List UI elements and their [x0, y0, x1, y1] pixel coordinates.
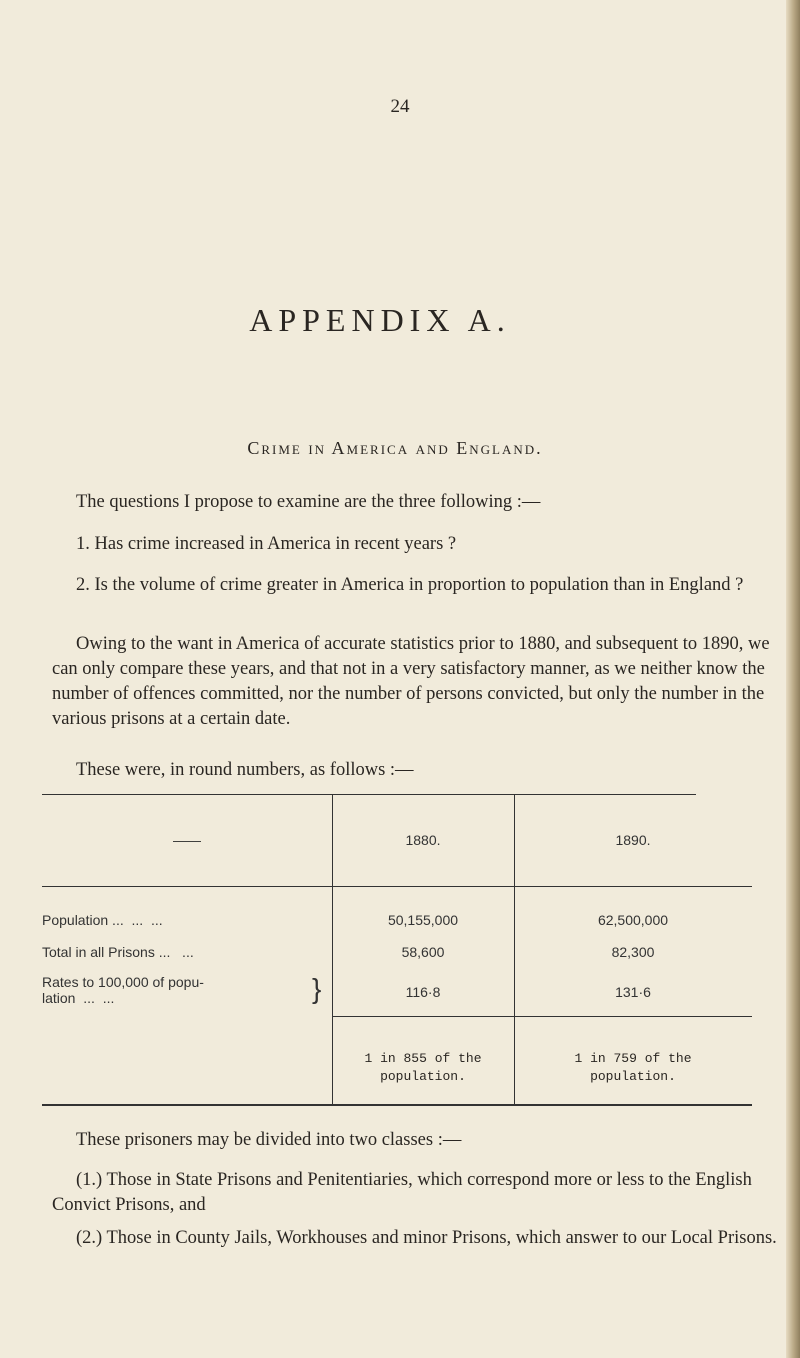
owing-paragraph: Owing to the want in America of accurate statistics prior to 1880, and subsequent to 1890, we can only compare these years, and that not in a very satisfactory manner, as we neither know the number of offences committed, nor the number of persons convicted, but only the number in the various prisons at a certain date. — [52, 634, 770, 729]
table-top-rule — [42, 794, 696, 795]
ratio-rule — [332, 1016, 752, 1017]
classes-intro: These prisoners may be divided into two classes :— — [76, 1130, 462, 1150]
population-1880: 50,155,000 — [387, 912, 459, 928]
questions-intro: The questions I propose to examine are the three following :— — [76, 492, 541, 512]
class-1-text: (1.) Those in State Prisons and Penitentiaries, which correspond more or less to the English Convict Prisons, and — [52, 1170, 752, 1215]
ratio-1880: 1 in 855 of the population. — [364, 1051, 482, 1084]
question-1: 1. Has crime increased in America in recent years ? — [76, 534, 457, 554]
population-1890: 62,500,000 — [597, 912, 669, 928]
column-header-1890: 1890. — [615, 832, 651, 848]
statistics-table — [42, 794, 752, 1106]
row-label-rates-line-1: Rates to 100,000 of popu- — [42, 974, 204, 990]
table-corner-dash: —— — [173, 832, 201, 848]
class-2-text: (2.) Those in County Jails, Workhouses and minor Prisons, which answer to our Local Prisons. — [76, 1228, 777, 1248]
rates-1880: 116·8 — [405, 984, 441, 1000]
section-heading: Crime in America and England. — [247, 438, 543, 458]
row-label-rates-line-2: lation ... ... — [42, 990, 115, 1006]
total-prisons-1890: 82,300 — [611, 944, 655, 960]
row-label-population: Population ... ... ... — [42, 912, 163, 928]
table-bottom-rule — [42, 1104, 752, 1106]
page-number: 24 — [390, 96, 410, 117]
page-title: APPENDIX A. — [249, 302, 511, 338]
rates-1890: 131·6 — [615, 984, 651, 1000]
brace-icon: } — [312, 973, 322, 1004]
question-2: 2. Is the volume of crime greater in America in proportion to population than in England ? — [76, 575, 744, 595]
these-were-text: These were, in round numbers, as follows :— — [76, 760, 414, 780]
page-edge-shadow — [786, 0, 800, 1358]
header-rule — [42, 886, 752, 887]
column-header-1880: 1880. — [405, 832, 441, 848]
total-prisons-1880: 58,600 — [401, 944, 445, 960]
row-label-total-prisons: Total in all Prisons ... ... — [42, 944, 194, 960]
ratio-1890: 1 in 759 of the population. — [574, 1051, 692, 1084]
